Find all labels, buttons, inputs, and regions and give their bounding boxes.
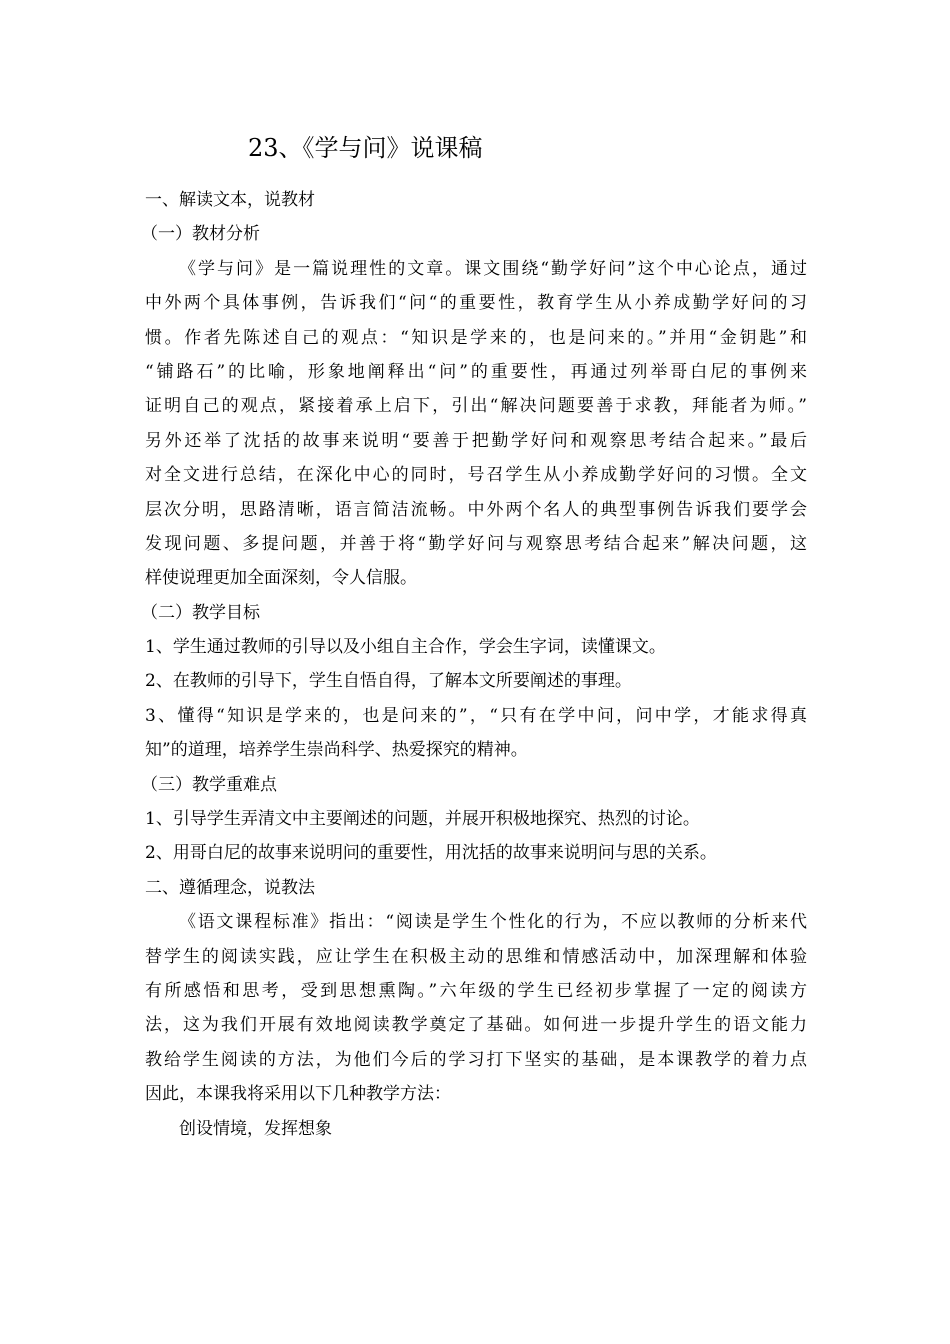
list-item: 2、用哥白尼的故事来说明问的重要性，用沈括的故事来说明问与思的关系。 (145, 843, 717, 864)
paragraph-line: 《语文课程标准》指出：“阅读是学生个性化的行为，不应以教师的分析来代 (179, 912, 807, 933)
paragraph-line: 惯。作者先陈述自己的观点：“知识是学来的，也是问来的。”并用“金钥匙”和 (145, 327, 807, 348)
document-body (141, 183, 807, 1146)
method-heading: 创设情境，发挥想象 (179, 1118, 332, 1139)
paragraph-line: 法，这为我们开展有效地阅读教学奠定了基础。如何进一步提升学生的语文能力 (145, 1015, 807, 1036)
paragraph-line: 对全文进行总结，在深化中心的同时，号召学生从小养成勤学好问的习惯。全文 (145, 465, 807, 486)
paragraph-line: 样使说理更加全面深刻，令人信服。 (145, 568, 417, 589)
list-item: 1、引导学生弄清文中主要阐述的问题，并展开积极地探究、热烈的讨论。 (145, 809, 700, 830)
subsection-heading: （二）教学目标 (141, 602, 260, 623)
section-heading: 一、解读文本，说教材 (145, 190, 315, 210)
paragraph-line: 替学生的阅读实践，应让学生在积极主动的思维和情感活动中，加深理解和体验 (145, 946, 807, 967)
paragraph-line: 另外还举了沈括的故事来说明“要善于把勤学好问和观察思考结合起来。”最后 (145, 430, 807, 451)
subsection-heading: （一）教材分析 (141, 224, 260, 245)
section-heading: 二、遵循理念，说教法 (145, 877, 315, 898)
list-item: 2、在教师的引导下，学生自悟自得，了解本文所要阐述的事理。 (145, 671, 632, 692)
list-item-continuation: 知”的道理，培养学生崇尚科学、热爱探究的精神。 (145, 740, 528, 761)
document-title: 23、《学与问》说课稿 (248, 134, 483, 162)
paragraph-line: 教给学生阅读的方法，为他们今后的学习打下坚实的基础，是本课教学的着力点 (145, 1049, 807, 1070)
paragraph-line: 证明自己的观点，紧接着承上启下，引出“解决问题要善于求教，拜能者为师。” (145, 396, 807, 417)
list-item: 1、学生通过教师的引导以及小组自主合作，学会生字词，读懂课文。 (145, 637, 666, 658)
paragraph-line: “铺路石”的比喻，形象地阐释出“问”的重要性，再通过列举哥白尼的事例来 (145, 361, 807, 382)
subsection-heading: （三）教学重难点 (141, 774, 277, 795)
paragraph-line: 发现问题、多提问题，并善于将“勤学好问与观察思考结合起来”解决问题，这 (145, 533, 807, 554)
paragraph-line: 中外两个具体事例，告诉我们“问“的重要性，教育学生从小养成勤学好问的习 (145, 293, 807, 314)
paragraph-line: 有所感悟和思考，受到思想熏陶。”六年级的学生已经初步掌握了一定的阅读方 (145, 980, 807, 1001)
paragraph-line: 因此，本课我将采用以下几种教学方法： (145, 1084, 451, 1105)
paragraph-line: 《学与问》是一篇说理性的文章。课文围绕“勤学好问”这个中心论点，通过 (179, 258, 807, 279)
list-item: 3、懂得“知识是学来的，也是问来的”，“只有在学中问，问中学，才能求得真 (145, 705, 807, 726)
paragraph-line: 层次分明，思路清晰，语言简洁流畅。中外两个名人的典型事例告诉我们要学会 (145, 499, 807, 520)
